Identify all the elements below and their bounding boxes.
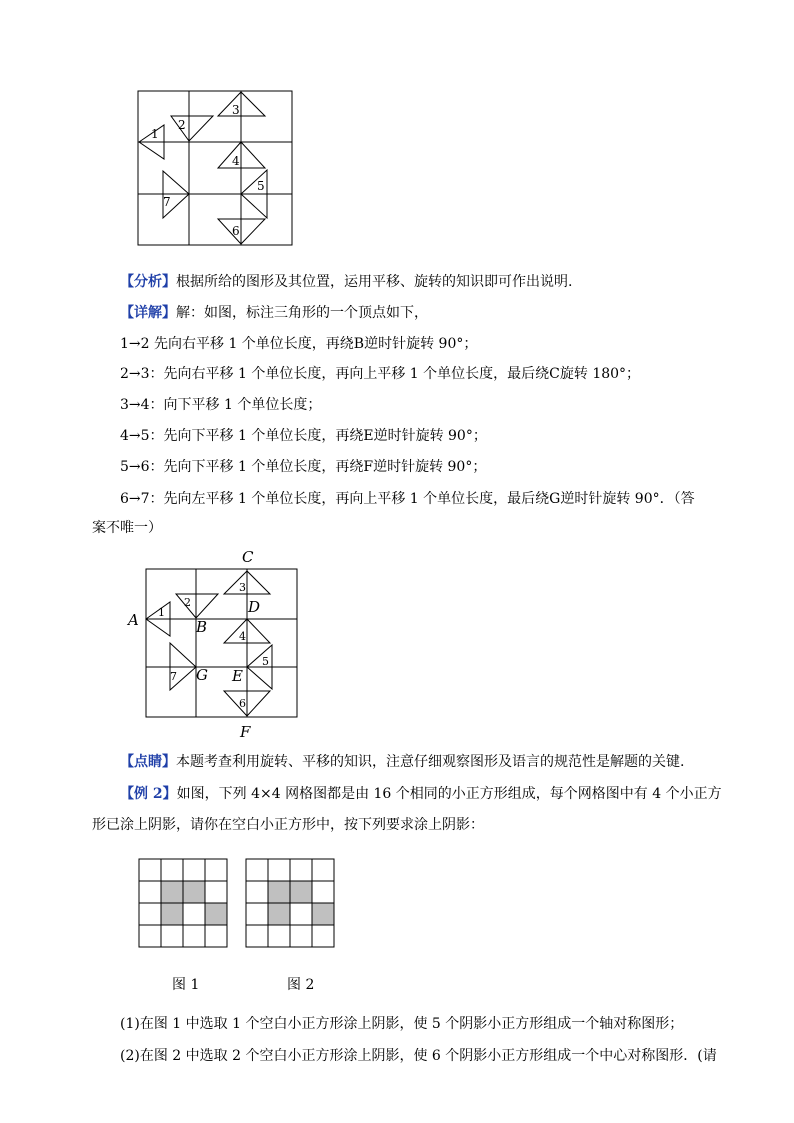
grid-cell	[246, 925, 268, 947]
step-6-cont: 案不唯一）	[92, 520, 162, 536]
grid-cell	[290, 903, 312, 925]
grid-cell	[290, 859, 312, 881]
grid-cell	[139, 925, 161, 947]
grid-cell	[205, 881, 227, 903]
detail-tag: 【详解】	[120, 305, 176, 321]
question-2: (2)在图 2 中选取 2 个空白小正方形涂上阴影，使 6 个阴影小正方形组成一个中心对称图形．(请	[120, 1048, 717, 1064]
analysis-text: 根据所给的图形及其位置，运用平移、旋转的知识即可作出说明.	[176, 274, 573, 290]
step-3: 3→4：向下平移 1 个单位长度；	[120, 397, 322, 413]
point-G: G	[196, 666, 208, 684]
label-6: 6	[232, 224, 240, 238]
step-4: 4→5：先向下平移 1 个单位长度，再绕E逆时针旋转 90°；	[120, 428, 487, 444]
analysis-line	[120, 272, 572, 292]
shaded-cell	[205, 903, 227, 925]
svg-text:5: 5	[262, 655, 269, 668]
svg-text:3: 3	[239, 581, 246, 594]
grid-cell	[246, 859, 268, 881]
point-B: B	[196, 618, 208, 636]
step-1: 1→2 先向右平移 1 个单位长度，再绕B逆时针旋转 90°；	[120, 336, 478, 352]
shaded-cell	[161, 881, 183, 903]
label-5: 5	[257, 179, 265, 193]
grid-cell	[312, 859, 334, 881]
detail-text: 解：如图，标注三角形的一个顶点如下，	[176, 305, 428, 321]
grid-figure-1	[138, 858, 230, 950]
grid-cell	[246, 903, 268, 925]
caption-figure-2: 图 2	[287, 977, 315, 993]
point-A: A	[128, 611, 139, 629]
shaded-cell	[312, 903, 334, 925]
example2-tag: 【例 2】	[120, 786, 177, 802]
step-5: 5→6：先向下平移 1 个单位长度，再绕F逆时针旋转 90°；	[120, 459, 487, 475]
figure-2-grid	[120, 545, 320, 745]
label-7: 7	[163, 195, 171, 209]
grid-cell	[139, 903, 161, 925]
grid-cell	[290, 925, 312, 947]
question-1: (1)在图 1 中选取 1 个空白小正方形涂上阴影，使 5 个阴影小正方形组成一个轴对称图形；	[120, 1016, 684, 1032]
example2-line2: 形已涂上阴影，请你在空白小正方形中，按下列要求涂上阴影：	[92, 817, 484, 833]
shaded-cell	[161, 903, 183, 925]
step-2: 2→3：先向右平移 1 个单位长度，再向上平移 1 个单位长度，最后绕C旋转 180°；	[120, 366, 641, 382]
label-3: 3	[232, 103, 240, 117]
label-2: 2	[178, 118, 186, 132]
step-6: 6→7：先向左平移 1 个单位长度，再向上平移 1 个单位长度，最后绕G逆时针旋转 90°．（答	[120, 491, 695, 507]
grid-cell	[161, 859, 183, 881]
grid-cell	[161, 925, 183, 947]
grid-cell	[183, 903, 205, 925]
grid-cell	[246, 881, 268, 903]
point-E: E	[232, 667, 243, 685]
grid-cell	[205, 925, 227, 947]
label-4: 4	[232, 154, 240, 168]
grid-cell	[268, 925, 290, 947]
figure-1-grid	[137, 90, 293, 246]
shaded-cell	[183, 881, 205, 903]
grid-cell	[139, 859, 161, 881]
grid-cell	[183, 859, 205, 881]
shaded-cell	[290, 881, 312, 903]
point-F: F	[240, 723, 251, 741]
grid-figure-2	[245, 858, 337, 950]
grid-cell	[312, 881, 334, 903]
svg-text:7: 7	[170, 670, 177, 683]
shaded-cell	[268, 881, 290, 903]
grid-cell	[183, 925, 205, 947]
comment-line	[120, 752, 684, 772]
svg-text:4: 4	[239, 630, 246, 643]
svg-text:1: 1	[158, 606, 165, 619]
grid-cell	[312, 925, 334, 947]
comment-tag: 【点睛】	[120, 754, 176, 770]
label-1: 1	[151, 127, 159, 141]
comment-text: 本题考查利用旋转、平移的知识，注意仔细观察图形及语言的规范性是解题的关键.	[176, 754, 685, 770]
svg-text:6: 6	[239, 697, 246, 710]
example2-line1: 【例 2】如图，下列 4×4 网格图都是由 16 个相同的小正方形组成，每个网格图中有 4 个小正方	[120, 786, 722, 802]
point-D: D	[248, 598, 261, 616]
grid-cell	[205, 859, 227, 881]
analysis-tag: 【分析】	[120, 274, 176, 290]
grid-cell	[139, 881, 161, 903]
grid-cell	[268, 859, 290, 881]
detail-line	[120, 303, 428, 323]
point-C: C	[242, 548, 254, 566]
shaded-cell	[268, 903, 290, 925]
svg-text:2: 2	[184, 596, 191, 609]
caption-figure-1: 图 1	[172, 977, 200, 993]
